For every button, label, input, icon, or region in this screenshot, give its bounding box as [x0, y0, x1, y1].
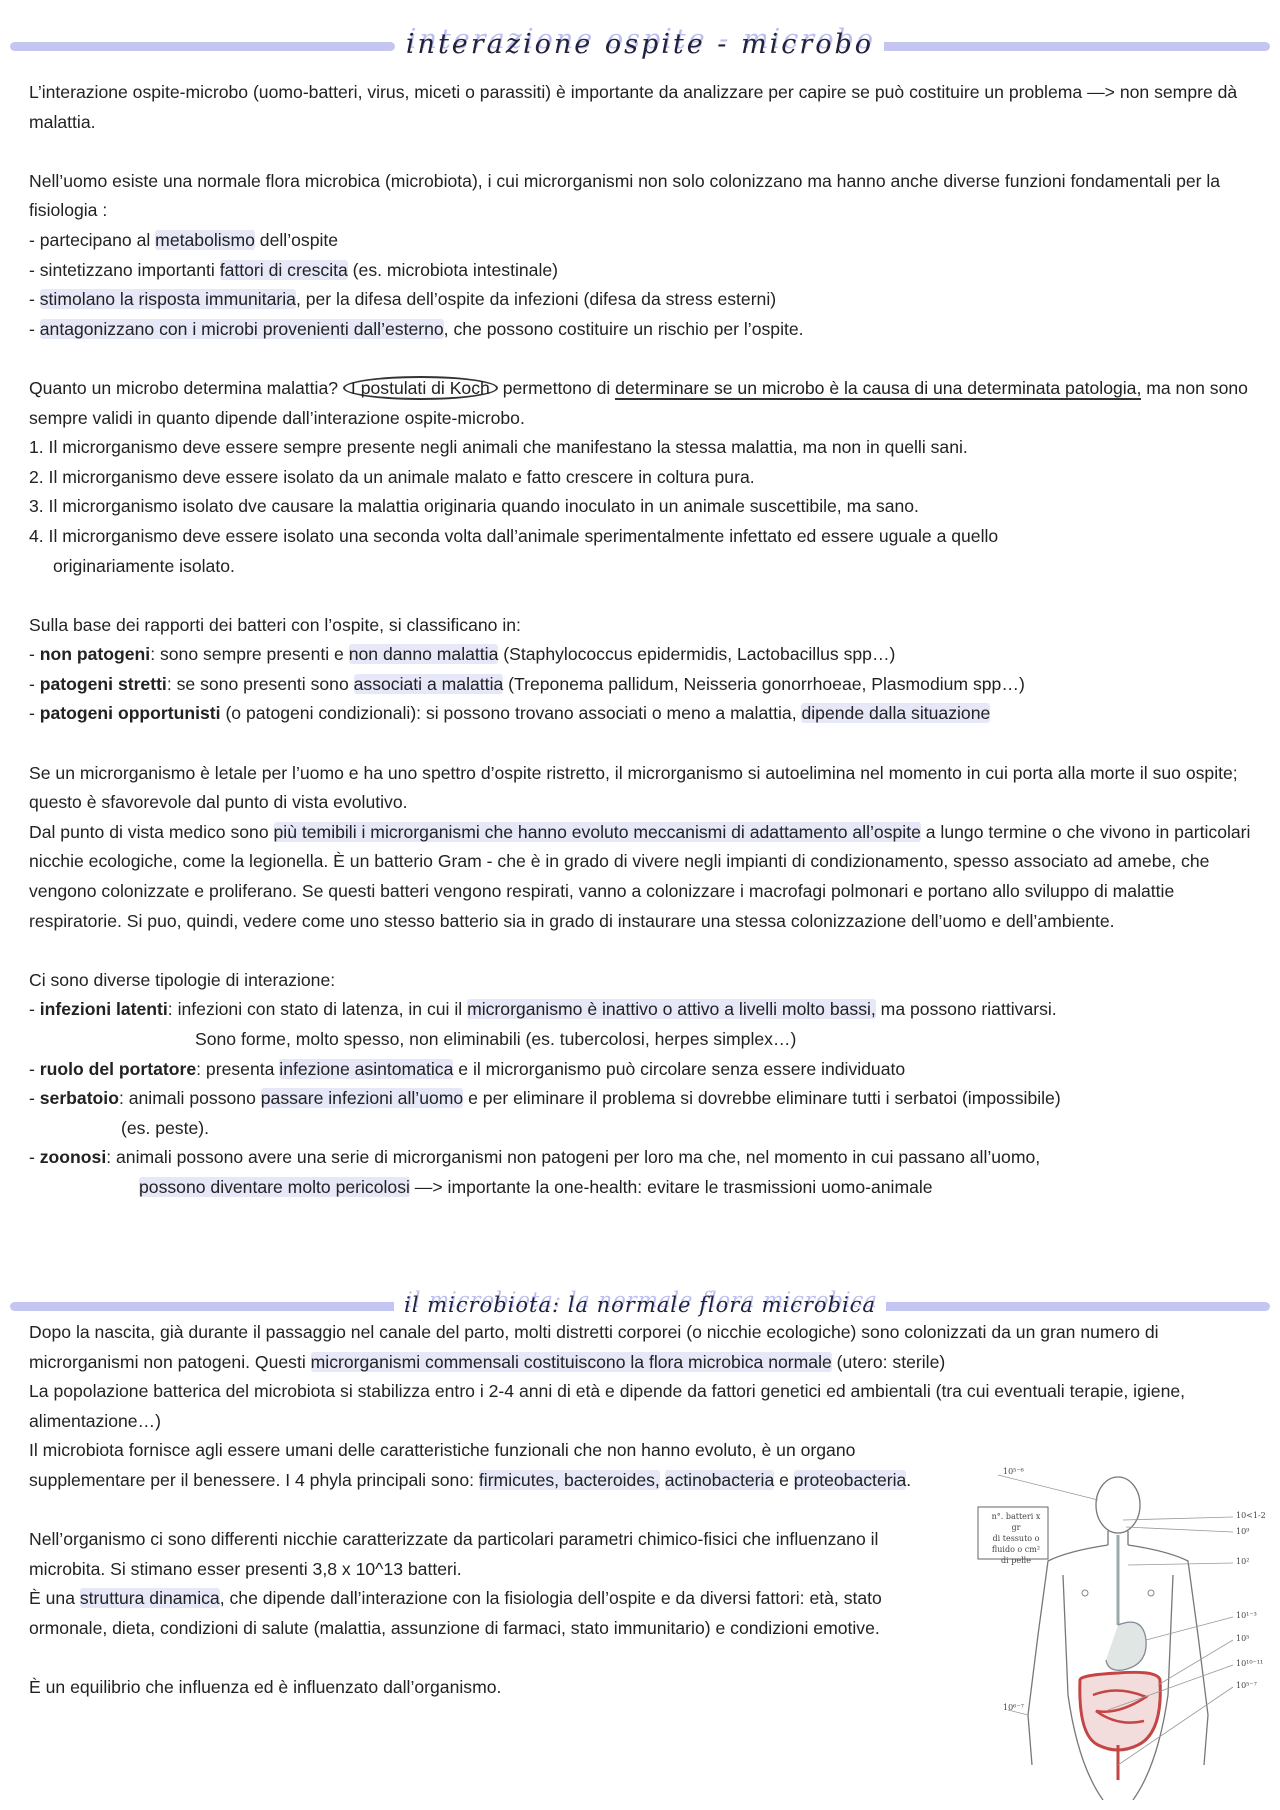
interactions-intro: Ci sono diverse tipologie di interazione:	[29, 969, 336, 990]
phyla-paragraph: Il microbiota fornisce agli essere umani delle caratteristiche funzionali che non hanno evoluto, è un organo supplementare per il benessere. I 4 phyla principali sono: firmicutes, bacteroides, actinobacteria e proteobacteria.	[29, 1440, 912, 1490]
section1-header	[10, 28, 1270, 62]
section2-header	[10, 1288, 1270, 1322]
niches-paragraph: Nell’organismo ci sono differenti nicchie caratterizzate da particolari parametri chimico-fisici che influenzano il microbita. Si stimano esser presenti 3,8 x 10^13 batteri.	[29, 1529, 879, 1579]
flora-paragraph: Nell’uomo esiste una normale flora microbica (microbiota), i cui microrganismi non solo colonizzano ma hanno anche diverse funzioni fondamentali per la fisiologia :	[29, 170, 1221, 221]
section1-body	[29, 78, 1254, 1203]
figure-label: 10⁹	[1236, 1527, 1250, 1536]
section1-title: interazione ospite - microbo	[10, 28, 1270, 62]
birth-paragraph: Dopo la nascita, già durante il passaggio nel canale del parto, molti distretti corporei (o nicchie ecologiche) sono colonizzati da un gran numero di microrganismi non patogeni. Questi microrganismi commensali costituiscono la flora microbica normale (utero: sterile)	[29, 1322, 1159, 1372]
figure-label: 10¹⁰⁻¹¹	[1236, 1659, 1264, 1668]
list-item-cont: Sono forme, molto spesso, non eliminabili (es. tubercolosi, herpes simplex…)	[195, 1029, 797, 1049]
list-item: - infezioni latenti: infezioni con stato di latenza, in cui il microrganismo è inattivo o attivo a livelli molto bassi, ma possono riattivarsi.	[29, 999, 1057, 1020]
classification-intro: Sulla base dei rapporti dei batteri con l’ospite, si classificano in:	[29, 614, 521, 635]
list-item: - sintetizzano importanti fattori di crescita (es. microbiota intestinale)	[29, 259, 559, 280]
list-item: - partecipano al metabolismo dell’ospite	[29, 229, 339, 250]
koch-underlined: determinare se un microbo è la causa di una determinata patologia,	[615, 377, 1142, 398]
list-item-cont: possono diventare molto pericolosi —> importante la one-health: evitare le trasmissioni uomo-animale	[139, 1176, 933, 1197]
list-item: - patogeni stretti: se sono presenti sono associati a malattia (Treponema pallidum, Neisseria gonorrhoeae, Plasmodium spp…)	[29, 673, 1025, 694]
figure-legend: n°. batteri x gr di tessuto o fluido o cm² di pelle	[991, 1512, 1041, 1565]
postulate-item: 2. Il microrganismo deve essere isolato da un animale malato e fatto crescere in coltura pura.	[29, 466, 755, 487]
figure-label: 10⁵⁻⁷	[1236, 1681, 1257, 1690]
figure-label: 10⁶⁻⁷	[1003, 1703, 1024, 1712]
figure-label: 10⁵	[1236, 1634, 1250, 1643]
lethal-paragraph: Se un microrganismo è letale per l’uomo e ha uno spettro d’ospite ristretto, il microrganismo si autoelimina nel momento in cui porta alla morte il suo ospite; questo è sfavorevole dal punto di vista evolutivo.	[29, 762, 1238, 813]
list-item: - antagonizzano con i microbi provenienti dall’esterno, che possono costituire un rischio per l’ospite.	[29, 318, 804, 339]
list-item: - non patogeni: sono sempre presenti e non danno malattia (Staphylococcus epidermidis, Lactobacillus spp…)	[29, 644, 896, 665]
stabilization-paragraph: La popolazione batterica del microbiota si stabilizza entro i 2-4 anni di età e dipende da fattori genetici ed ambientali (tra cui eventuali terapie, igiene, alimentazione…)	[29, 1381, 1186, 1431]
postulate-item: 1. Il microrganismo deve essere sempre presente negli animali che manifestano la stessa malattia, ma non in quelli sani.	[29, 437, 968, 458]
list-item: - zoonosi: animali possono avere una serie di microrganismi non patogeni per loro ma che, nel momento in cui passano all’uomo,	[29, 1147, 1041, 1168]
postulate-item-cont: originariamente isolato.	[53, 555, 235, 576]
postulate-item: 3. Il microrganismo isolato dve causare la malattia originaria quando inoculato in un animale suscettibile, ma sano.	[29, 496, 919, 517]
functions-list	[29, 226, 1254, 344]
figure-label: 10⁵⁻⁶	[1003, 1467, 1024, 1476]
figure-label: 10<1-2	[1236, 1511, 1266, 1520]
microbiota-body-figure	[968, 1465, 1268, 1800]
dynamic-paragraph: È una struttura dinamica, che dipende dall’interazione con la fisiologia dell’ospite e da diversi fattori: età, stato ormonale, dieta, condizioni di salute (malattia, assunzione di farmaci, stato immunitario) e condizioni emotive.	[29, 1588, 882, 1638]
koch-paragraph: Quanto un microbo determina malattia? I postulati di Koch permettono di determinare se un microbo è la causa di una determinata patologia, ma non sono sempre validi in quanto dipende dall’interazione ospite-microbo.	[29, 377, 1248, 428]
equilibrium-paragraph: È un equilibrio che influenza ed è influenzato dall’organismo.	[29, 1677, 502, 1698]
list-item: - ruolo del portatore: presenta infezione asintomatica e il microrganismo può circolare senza essere individuato	[29, 1058, 906, 1079]
list-item: - serbatoio: animali possono passare infezioni all’uomo e per eliminare il problema si dovrebbe eliminare tutti i serbatoi (impossibile)	[29, 1088, 1061, 1109]
intro-paragraph: L’interazione ospite-microbo (uomo-batteri, virus, miceti o parassiti) è importante da analizzare per capire se può costituire un problema —> non sempre dà malattia.	[29, 82, 1238, 132]
koch-circled: I postulati di Koch	[343, 376, 498, 400]
medical-paragraph: Dal punto di vista medico sono più temibili i microrganismi che hanno evoluto meccanismi di adattamento all’ospite a lungo termine o che vivono in particolari nicchie ecologiche, come la legionella. È un batterio Gram - che è in grado di vivere negli impianti di condizionamento, spesso associato ad amebe, che vengono colonizzate e proliferano. Se questi batteri vengono respirati, vanno a colonizzare i macrofagi polmonari e portano allo sviluppo di malattie respiratorie. Si puo, quindi, vedere come uno stesso batterio sia in grado di instaurare una stessa colonizzazione dell’uomo e dell’ambiente.	[29, 821, 1251, 931]
figure-label: 10²	[1236, 1557, 1250, 1566]
list-item-cont: (es. peste).	[121, 1117, 210, 1138]
list-item: - stimolano la risposta immunitaria, per la difesa dell’ospite da infezioni (difesa da stress esterni)	[29, 289, 777, 310]
figure-label: 10¹⁻³	[1236, 1611, 1257, 1620]
list-item: - patogeni opportunisti (o patogeni condizionali): si possono trovano associati o meno a malattia, dipende dalla situazione	[29, 703, 991, 724]
postulate-item: 4. Il microrganismo deve essere isolato una seconda volta dall’animale sperimentalmente infettato ed essere uguale a quello	[29, 525, 999, 546]
section2-title: il microbiota: la normale flora microbica	[10, 1288, 1270, 1322]
